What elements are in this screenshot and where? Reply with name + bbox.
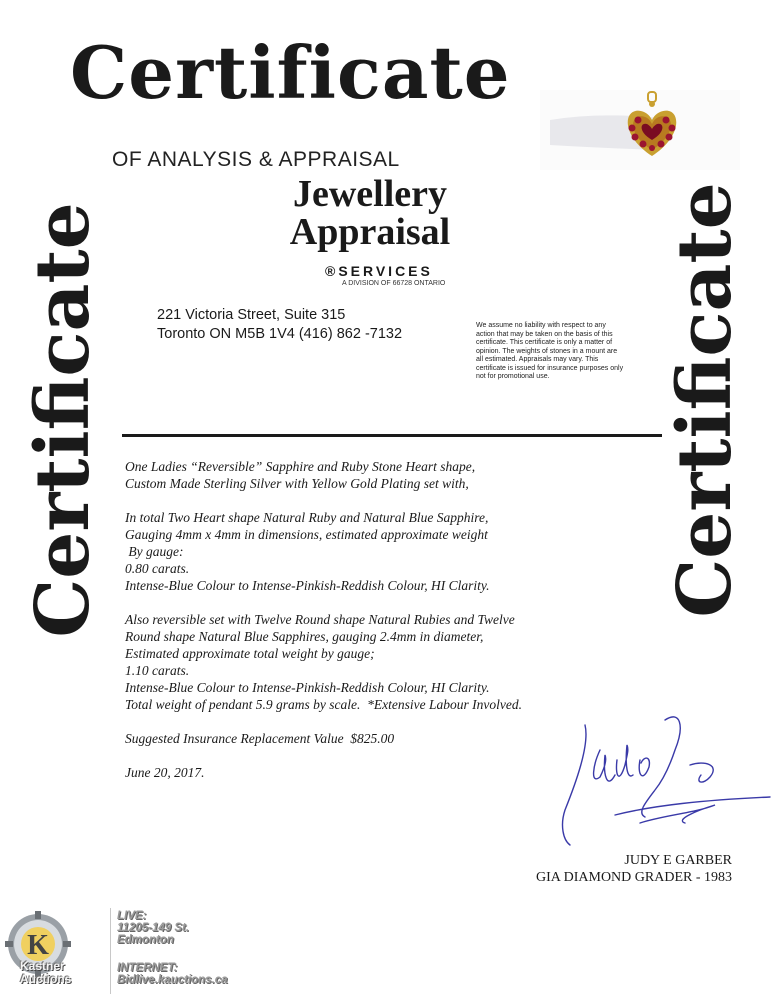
body-line: Gauging 4mm x 4mm in dimensions, estimated approximate weight [125,527,488,542]
signer-block [515,852,732,886]
signature [545,705,773,855]
heart-pendant-image [540,90,740,170]
body-line: 0.80 carats. [125,561,190,576]
auction-address: 11205-149 St. [117,922,190,934]
body-line: 1.10 carats. [125,663,190,678]
body-line: Intense-Blue Colour to Intense-Pinkish-Reddish Colour, HI Clarity. [125,578,490,593]
logo-text-line1: Kastner [20,959,65,973]
divider-rule [122,434,662,437]
insurance-value: Suggested Insurance Replacement Value $825.00 [125,731,395,746]
company-name [260,175,480,251]
auction-city: Edmonton [117,934,174,946]
appraisal-description [125,458,595,781]
company-name-line2: Appraisal [289,211,451,253]
body-line: Total weight of pendant 5.9 grams by scale. *Extensive Labour Involved. [125,697,522,712]
company-division: A DIVISION OF 66728 ONTARIO [342,280,446,287]
body-line: By gauge: [125,544,184,559]
disclaimer-text: We assume no liability with respect to any action that may be taken on the basis of this certificate. This certificate is only a matter of opinion. The weights of stones in a mount are all estimated. Appraisals may vary. This certificate is issued for insurance purposes only not for promotional use. [476,322,624,380]
certificate-subtitle: OF ANALYSIS & APPRAISAL [112,148,400,171]
company-services: ®SERVICES [325,263,433,279]
auction-url[interactable]: Bidlive.kauctions.ca [117,974,228,986]
address-line-2: Toronto ON M5B 1V4 (416) 862 -7132 [157,326,403,342]
body-line: Also reversible set with Twelve Round shape Natural Rubies and Twelve [125,612,515,627]
body-line: Custom Made Sterling Silver with Yellow Gold Plating set with, [125,476,469,491]
footer-divider [110,908,111,994]
certificate-title: Certificate [70,30,511,115]
company-address [157,306,402,344]
kastner-auctions-logo [4,908,108,998]
body-line: One Ladies “Reversible” Sapphire and Ruby Stone Heart shape, [125,459,476,474]
side-title-right-text: Certificate [662,182,748,618]
body-line: In total Two Heart shape Natural Ruby and Natural Blue Sapphire, [125,510,489,525]
side-title-left-text: Certificate [19,202,106,638]
side-title-right [655,182,755,618]
signer-name: JUDY E GARBER [624,853,732,868]
svg-text:K: K [27,930,49,961]
handwritten-signature-icon [545,705,773,855]
logo-text-line2: Auctions [20,972,72,986]
live-label: LIVE: [117,910,147,922]
address-line-1: 221 Victoria Street, Suite 315 [157,307,346,323]
body-line: Estimated approximate total weight by gauge; [125,646,375,661]
side-title-left [15,202,110,638]
body-line: Intense-Blue Colour to Intense-Pinkish-Reddish Colour, HI Clarity. [125,680,490,695]
appraisal-date: June 20, 2017. [125,765,205,780]
company-name-line1: Jewellery [292,173,448,215]
pendant-photo [540,90,740,170]
auction-info [117,910,228,986]
internet-label: INTERNET: [117,962,178,974]
body-line: Round shape Natural Blue Sapphires, gauging 2.4mm in diameter, [125,629,484,644]
signer-title: GIA DIAMOND GRADER - 1983 [536,870,732,885]
